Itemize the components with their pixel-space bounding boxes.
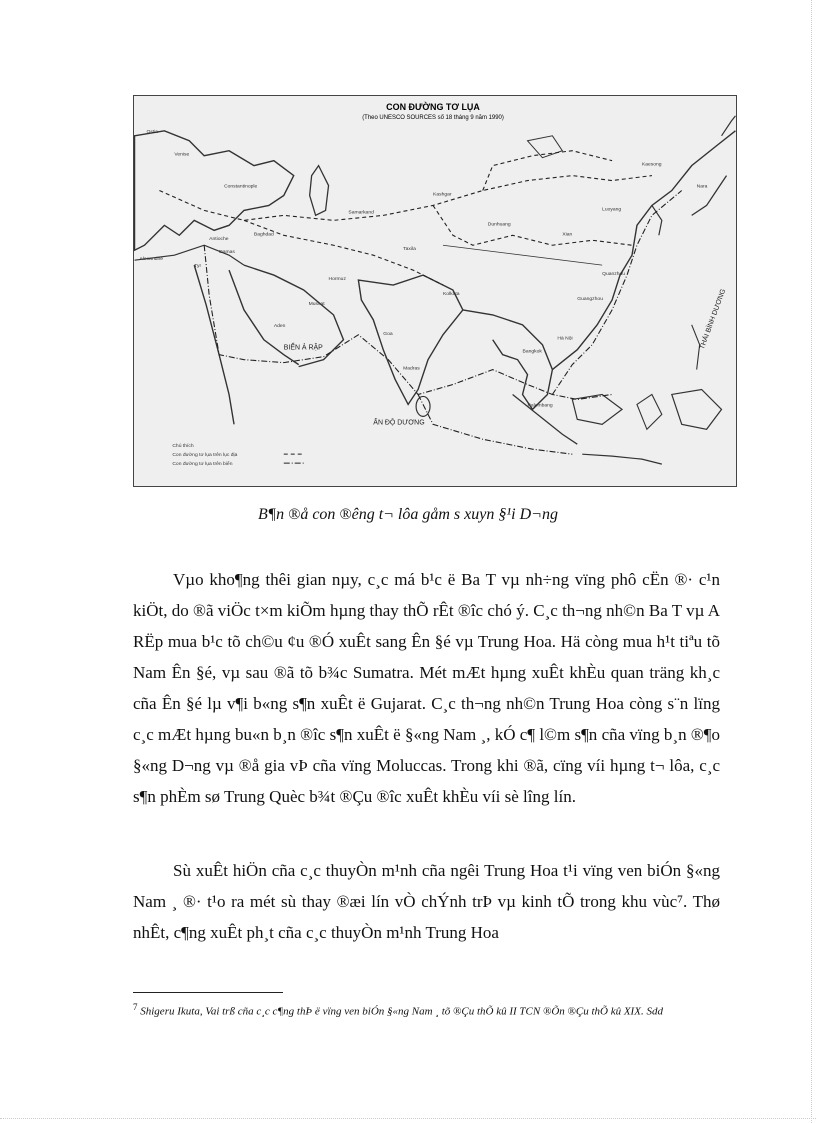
page-border-bottom	[0, 1118, 816, 1119]
place-label: Hormuz	[328, 277, 346, 283]
place-label: Tyr	[194, 264, 202, 270]
sea-label-arabian: BIỂN Ả RẬP	[283, 344, 323, 352]
paragraph-1-text: Vµo kho¶ng thêi gian nµy, c¸c má b¹c ë Ba T vµ nh÷ng vïng phô cËn ®· c¹n kiÖt, do ®ã viÖc t×m kiÕm hµng thay thÕ rÊt ®îc chó ý. C¸c th¬ng nh©n Ba T vµ A RËp mua b¹c tõ ch©u ¢u ®Ó xuÊt sang Ên §é vµ Trung Hoa. Hä còng mua h¹t tiªu tõ Nam Ên §é, vµ sau ®ã tõ b¾c Sumatra. Mét mÆt hµng xuÊt khÈu quan träng kh¸c cña Ên §é lµ v¶i b«ng s¶n xuÊt ë Gujarat. C¸c th¬ng nh©n Trung Hoa còng s¨n lïng c¸c mÆt hµng bu«n b¸n ®îc s¶n xuÊt ë §«ng Nam ¸, kÓ c¶ l©m s¶n cña vïng b¸n ®¶o §«ng D¬ng vµ ®å gia vÞ cña vïng Moluccas. Trong khi ®ã, cïng víi hµng t¬ lôa, c¸c s¶n phÈm sø Trung Quèc b¾t ®Çu ®îc xuÊt khÈu víi sè lîng lín.	[133, 570, 720, 806]
place-label: Luoyang	[602, 207, 622, 213]
place-label: Kolkata	[442, 291, 460, 297]
place-label: Alexandrie	[139, 257, 163, 263]
footnote-text: Shigeru Ikuta, Vai trß cña c¸c c¶ng thÞ ë vïng ven biÓn §«ng Nam ¸ tõ ®Çu thÕ kû II TCN ®Õn ®Çu thÕ kû XIX. Sdd	[140, 1005, 663, 1018]
paragraph-1	[133, 564, 720, 812]
place-label: Samarkand	[348, 210, 374, 216]
footnote-number: 7	[133, 1002, 138, 1012]
place-label: Bangkok	[522, 349, 542, 355]
page-border-right	[811, 0, 812, 1123]
place-label: Guangzhou	[577, 296, 603, 302]
map-caption: B¶n ®å con ®êng t¬ lôa gåm s xuyn §¹i D¬ng	[258, 506, 558, 523]
place-label: Baghdad	[253, 232, 274, 238]
footnote	[133, 1000, 723, 1019]
place-label: Muscat	[308, 301, 325, 307]
place-label: Goa	[383, 331, 393, 337]
place-label: Xian	[562, 232, 573, 238]
place-label: Dunhuang	[487, 222, 511, 228]
place-label: Aden	[273, 323, 286, 329]
place-label: Madras	[403, 366, 420, 372]
place-label: Kaesong	[641, 162, 662, 168]
place-label: Ostia	[146, 129, 159, 135]
place-label: Hà Nội	[557, 336, 573, 342]
place-label: Antioche	[209, 237, 229, 243]
legend-land-label: Con đường tơ lụa trên lục địa	[172, 453, 238, 459]
map-title: CON ĐƯỜNG TƠ LỤA	[386, 101, 480, 112]
place-label: Taxila	[403, 247, 416, 253]
paragraph-2-text: Sù xuÊt hiÖn cña c¸c thuyÒn m¹nh cña ngêi Trung Hoa t¹i vïng ven biÓn §«ng Nam ¸ ®· t¹o ra mét sù thay ®æi lín vÒ chÝnh trÞ vµ kinh tÕ trong khu vùc⁷. Thø nhÊt, c¶ng xuÊt ph¸t cña c¸c thuyÒn m¹nh Trung Hoa	[133, 861, 720, 942]
place-label: Quanzhou	[602, 272, 626, 278]
place-label: Venise	[174, 152, 190, 158]
legend-title: Chú thích	[172, 444, 194, 450]
paragraph-2	[133, 855, 720, 948]
legend-sea-label: Con đường tơ lụa trên biển	[172, 462, 233, 468]
footnote-divider	[133, 992, 283, 993]
place-label: Nara	[696, 184, 708, 190]
map-graphic	[134, 96, 736, 486]
place-label: Palembang	[527, 403, 553, 409]
place-label: Constantinople	[224, 184, 258, 190]
place-label: Damas	[219, 250, 235, 256]
sea-label-pacific: THÁI BÌNH DƯƠNG	[698, 288, 728, 351]
map-subtitle: (Theo UNESCO SOURCES số 18 tháng 9 năm 1990)	[362, 114, 504, 121]
place-label: Kashgar	[433, 192, 452, 198]
silk-road-map	[133, 95, 737, 487]
sea-label-indian-ocean: ẤN ĐỘ DƯƠNG	[373, 419, 425, 427]
